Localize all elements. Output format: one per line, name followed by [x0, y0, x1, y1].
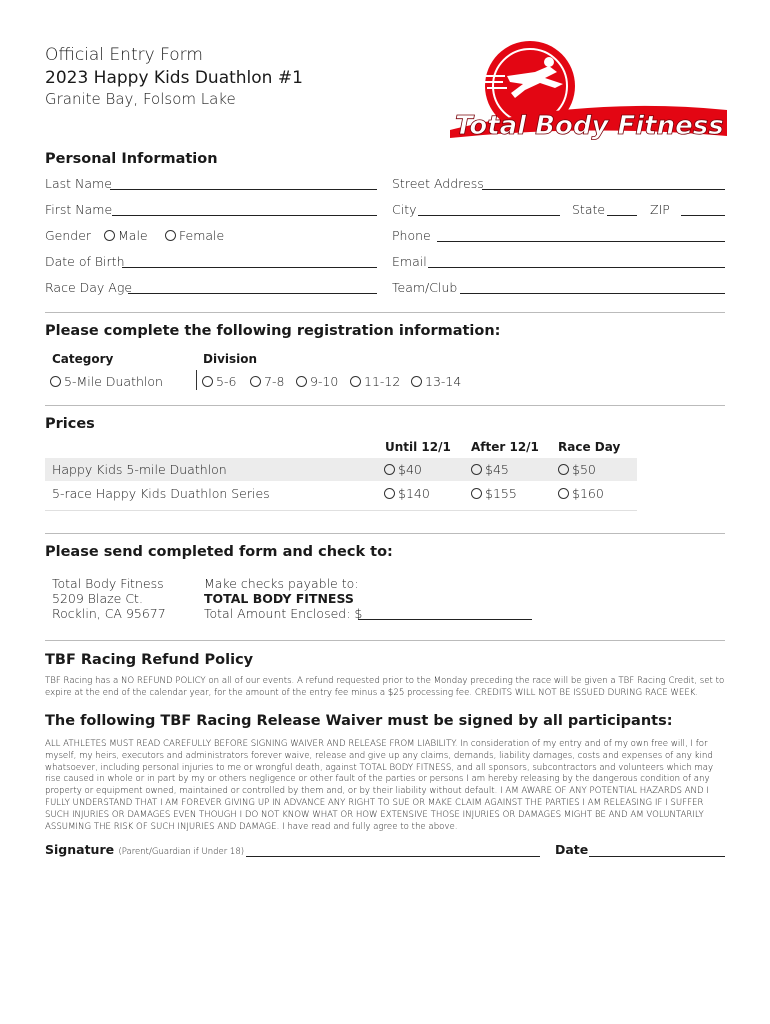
- male-radio-icon[interactable]: [104, 230, 115, 241]
- waiver-text: ALL ATHLETES MUST READ CAREFULLY BEFORE SIGNING WAIVER AND RELEASE FROM LIABILITY. In consideration of my entry and of my own free will, I for myself, my heirs, executors and administrators forever waive, release and give up any claims, demands, liability damages, costs and expenses of any kind whatsoever, including personal injuries to me or wrongful death, against TOTAL BODY FITNESS, and all sponsors, subcontractors and volunteers which may rise caused in whole or in part by my or others negligence or other fault of the parties or persons I am hereby releasing by the dangerous condition of any property or equipment owned, maintained or controlled by them and, or by their liability without default. I AM AWARE OF ANY POTENTIAL HAZARDS AND I FULLY UNDERSTAND THAT I AM FOREVER GIVING UP IN ADVANCE ANY RIGHT TO SUE OR MAKE CLAIM AGAINST THE PARTIES I AM RELEASING IF I SUFFER SUCH INJURIES OR DAMAGES EVEN THOUGH I DO NOT KNOW WHAT OR HOW EXTENSIVE THOSE INJURIES OR DAMAGES MIGHT BE AND AM VOLUNTARILY ASSUMING THE RISK OF SUCH INJURIES AND DAMAGE. I have read and fully agree to the above.: [45, 739, 714, 832]
- price-col-until: Until 12/1: [385, 440, 451, 454]
- category-radio-icon[interactable]: [50, 376, 61, 387]
- personal-info-heading: Personal Information: [45, 151, 218, 167]
- date-field[interactable]: [589, 856, 725, 857]
- address-line: Rocklin, CA 95677: [52, 606, 166, 621]
- division-option-13-14[interactable]: [411, 374, 461, 389]
- address-line: 5209 Blaze Ct.: [52, 591, 143, 606]
- division-label-9-10: 9-10: [310, 374, 339, 389]
- price-table-bottom: [45, 510, 637, 511]
- division-divider: [196, 370, 197, 390]
- city-label: City: [392, 202, 417, 217]
- radio-icon[interactable]: [558, 488, 569, 499]
- street-field[interactable]: [482, 189, 725, 190]
- phone-label: Phone: [392, 228, 431, 243]
- amount-field[interactable]: [358, 619, 532, 620]
- division-label: Division: [203, 352, 258, 366]
- price-value: $40: [398, 462, 422, 477]
- price-option[interactable]: [471, 486, 517, 501]
- price-value: $140: [398, 486, 430, 501]
- dob-field[interactable]: [122, 267, 377, 268]
- division-label-5-6: 5-6: [216, 374, 237, 389]
- event-title: 2023 Happy Kids Duathlon #1: [45, 68, 303, 88]
- radio-icon[interactable]: [384, 464, 395, 475]
- price-option[interactable]: [471, 462, 509, 477]
- first-name-field[interactable]: [112, 215, 377, 216]
- category-option-label: 5-Mile Duathlon: [64, 374, 163, 389]
- state-field[interactable]: [607, 215, 637, 216]
- date-label: Date: [555, 842, 589, 857]
- division-option-11-12[interactable]: [350, 374, 400, 389]
- division-label-11-12: 11-12: [364, 374, 401, 389]
- divider: [45, 312, 725, 313]
- signature-label: [45, 842, 244, 857]
- price-option[interactable]: [558, 462, 596, 477]
- amount-label: Total Amount Enclosed: $: [204, 606, 363, 621]
- category-option[interactable]: [50, 374, 163, 389]
- divider: [45, 640, 725, 641]
- payee-name: TOTAL BODY FITNESS: [204, 591, 354, 606]
- refund-heading: TBF Racing Refund Policy: [45, 652, 254, 668]
- total-body-fitness-logo: [445, 38, 730, 143]
- price-col-raceday: Race Day: [558, 440, 621, 454]
- category-label: Category: [52, 352, 114, 366]
- female-label: Female: [179, 228, 225, 243]
- race-age-label: Race Day Age: [45, 280, 133, 295]
- send-heading: Please send completed form and check to:: [45, 544, 393, 560]
- radio-icon[interactable]: [411, 376, 422, 387]
- price-value: $50: [572, 462, 596, 477]
- first-name-label: First Name: [45, 202, 113, 217]
- price-row-name: 5-race Happy Kids Duathlon Series: [52, 486, 270, 501]
- email-label: Email: [392, 254, 427, 269]
- price-option[interactable]: [558, 486, 604, 501]
- radio-icon[interactable]: [202, 376, 213, 387]
- event-location: Granite Bay, Folsom Lake: [45, 90, 236, 108]
- radio-icon[interactable]: [471, 488, 482, 499]
- division-option-5-6[interactable]: [202, 374, 236, 389]
- street-label: Street Address: [392, 176, 484, 191]
- price-value: $160: [572, 486, 604, 501]
- price-value: $155: [485, 486, 517, 501]
- price-col-after: After 12/1: [471, 440, 539, 454]
- registration-heading: Please complete the following registration information:: [45, 323, 501, 339]
- gender-label: Gender: [45, 228, 92, 243]
- city-field[interactable]: [418, 215, 560, 216]
- team-label: Team/Club: [392, 280, 458, 295]
- division-label-7-8: 7-8: [264, 374, 285, 389]
- race-age-field[interactable]: [128, 293, 377, 294]
- division-option-9-10[interactable]: [296, 374, 338, 389]
- divider: [45, 533, 725, 534]
- last-name-label: Last Name: [45, 176, 112, 191]
- phone-field[interactable]: [437, 241, 725, 242]
- female-radio-icon[interactable]: [165, 230, 176, 241]
- form-title: Official Entry Form: [45, 45, 203, 65]
- radio-icon[interactable]: [558, 464, 569, 475]
- prices-heading: Prices: [45, 416, 95, 432]
- price-value: $45: [485, 462, 509, 477]
- radio-icon[interactable]: [250, 376, 261, 387]
- waiver-heading: The following TBF Racing Release Waiver must be signed by all participants:: [45, 713, 673, 729]
- logo-text: Total Body Fitness: [455, 111, 724, 141]
- radio-icon[interactable]: [471, 464, 482, 475]
- price-option[interactable]: [384, 462, 422, 477]
- signature-note: (Parent/Guardian if Under 18): [118, 847, 245, 857]
- gender-male-option[interactable]: [104, 228, 148, 243]
- gender-female-option[interactable]: [165, 228, 224, 243]
- male-label: Male: [118, 228, 148, 243]
- state-label: State: [572, 202, 606, 217]
- email-field[interactable]: [428, 267, 725, 268]
- radio-icon[interactable]: [350, 376, 361, 387]
- zip-field[interactable]: [681, 215, 725, 216]
- dob-label: Date of Birth: [45, 254, 125, 269]
- signature-text: Signature: [45, 842, 115, 857]
- last-name-field[interactable]: [110, 189, 377, 190]
- divider: [45, 405, 725, 406]
- division-option-7-8[interactable]: [250, 374, 284, 389]
- price-row-name: Happy Kids 5-mile Duathlon: [52, 462, 227, 477]
- address-line: Total Body Fitness: [52, 576, 164, 591]
- payable-label: Make checks payable to:: [204, 576, 359, 591]
- zip-label: ZIP: [650, 202, 670, 217]
- radio-icon[interactable]: [296, 376, 307, 387]
- refund-text: TBF Racing has a NO REFUND POLICY on all of our events. A refund requested prior to the Monday preceding the race will be given a TBF Racing Credit, set to expire at the end of the calendar year, for the amount of the entry fee minus a $25 processing fee. CREDITS WILL NOT BE ISSUED DURING RACE WEEK.: [45, 676, 725, 698]
- signature-field[interactable]: [246, 856, 540, 857]
- team-field[interactable]: [460, 293, 725, 294]
- radio-icon[interactable]: [384, 488, 395, 499]
- price-option[interactable]: [384, 486, 430, 501]
- division-label-13-14: 13-14: [425, 374, 462, 389]
